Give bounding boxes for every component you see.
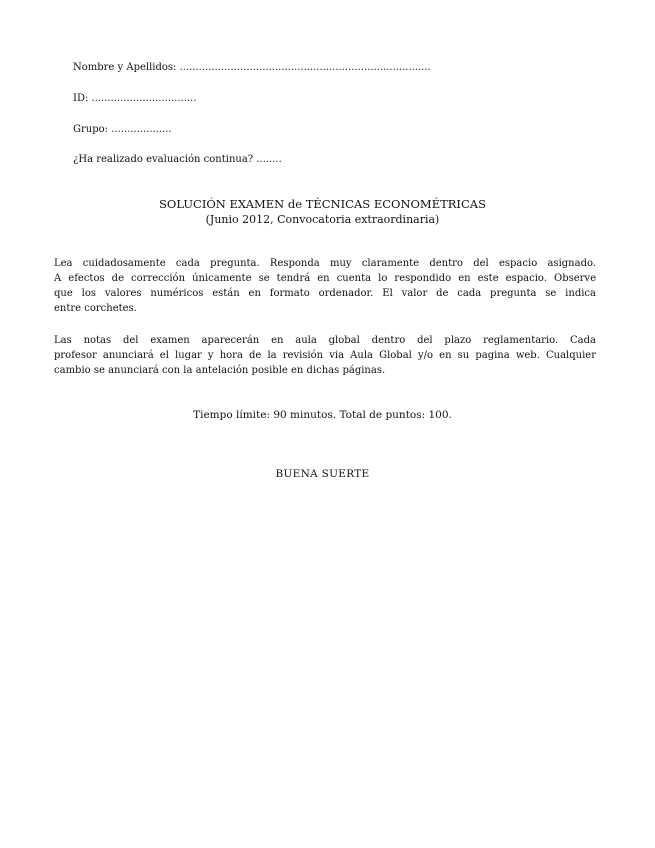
group-field: Grupo: ................... — [73, 124, 172, 135]
name-field: Nombre y Apellidos: ............................................................................... — [73, 62, 431, 73]
instructions-paragraph — [54, 256, 596, 316]
continuous-evaluation-field: ¿Ha realizado evaluación continua? ........ — [73, 154, 282, 165]
grades-line: Las notas del examen aparecerán en aula global dentro del plazo reglamentario. Cada — [54, 335, 596, 346]
instructions-line: que los valores numéricos están en formato ordenador. El valor de cada pregunta se indica — [54, 288, 596, 299]
grades-line: cambio se anunciará con la antelación posible en dichas páginas. — [54, 365, 386, 376]
good-luck-text: BUENA SUERTE — [275, 468, 370, 480]
id-field: ID: ................................. — [73, 93, 197, 104]
time-limit-text: Tiempo límite: 90 minutos. Total de puntos: 100. — [193, 409, 452, 421]
instructions-line: A efectos de corrección únicamente se tendrá en cuenta lo respondido en este espacio. Observe — [54, 273, 596, 284]
instructions-line: Lea cuidadosamente cada pregunta. Responda muy claramente dentro del espacio asignado. — [54, 258, 596, 269]
exam-subtitle: (Junio 2012, Convocatoria extraordinaria) — [205, 213, 440, 226]
instructions-line: entre corchetes. — [54, 303, 137, 314]
grades-paragraph — [54, 333, 596, 378]
grades-line: profesor anunciará el lugar y hora de la revisión via Aula Global y/o en su pagina web. Cualquier — [54, 350, 596, 361]
exam-title: SOLUCIÓN EXAMEN de TÉCNICAS ECONOMÉTRICAS — [159, 197, 486, 211]
